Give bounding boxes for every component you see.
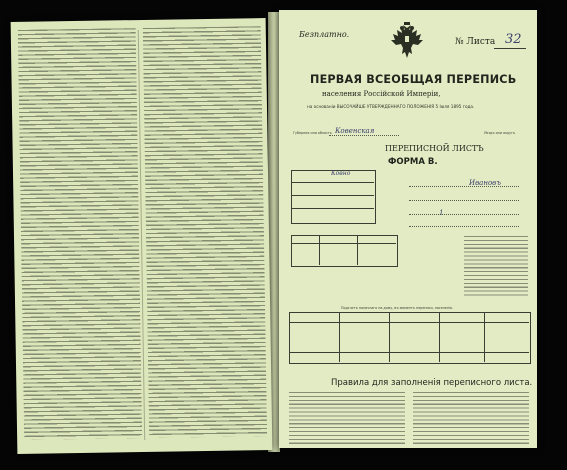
census-subtitle: населения Россійской Имперіи, (322, 90, 441, 98)
count-table-col-4 (484, 312, 485, 362)
form-title: ПЕРЕПИСНОЙ ЛИСТЪ (385, 144, 484, 153)
sheet-number-underline (494, 48, 526, 49)
count-table-row-2 (289, 352, 529, 353)
census-basis-line: на основаніи ВЫСОЧАЙШЕ УТВЕРЖДЕННАГО ПОЛОЖЕНІЯ 5 Іюля 1895 года. (307, 104, 475, 109)
left-page-column-1 (18, 28, 142, 440)
sheet-field-handwritten: 1 (439, 209, 444, 217)
rules-column-2 (413, 392, 529, 444)
sheet-number-label: № Листа (455, 37, 496, 47)
province-dotted-line (329, 135, 399, 136)
location-row-line-3 (291, 208, 374, 209)
rules-column-1 (289, 392, 405, 444)
location-row-line-2 (291, 195, 374, 196)
counter-handwritten: Ковно (331, 170, 351, 177)
left-column-2-text-block (143, 26, 267, 438)
province-label: Губерния или область (293, 131, 332, 135)
rules-column-2-lines (413, 392, 529, 444)
population-count-table (289, 312, 531, 364)
note-text-lines (464, 236, 528, 298)
household-table-header-line (291, 243, 396, 244)
left-page-instructions (11, 18, 273, 454)
uezd-label: Уѣздъ или округъ (484, 131, 516, 135)
imperial-eagle-emblem-icon (389, 22, 425, 64)
census-title: ПЕРВАЯ ВСЕОБЩАЯ ПЕРЕПИСЬ (310, 73, 517, 86)
sheet-number-value: 32 (505, 32, 522, 47)
location-fields-box (291, 170, 376, 224)
household-table-col-1 (319, 235, 320, 265)
owner-dotted-line (409, 186, 519, 187)
province-handwritten: Ковенская (335, 127, 375, 135)
sheet-field-dotted-line (409, 214, 519, 215)
left-column-1-text-block (18, 28, 142, 440)
free-label: Безплатно. (299, 30, 350, 39)
owner-handwritten: Ивановъ (469, 179, 501, 187)
count-table-col-2 (389, 312, 390, 362)
owner-dotted-line-2 (409, 200, 519, 201)
form-letter: ФОРМА В. (388, 157, 438, 167)
household-table (291, 235, 398, 267)
rules-column-1-lines (289, 392, 405, 444)
sheet-field-dotted-line-2 (409, 226, 519, 227)
count-table-col-1 (339, 312, 340, 362)
count-table-row-1 (289, 322, 529, 323)
count-table-col-3 (439, 312, 440, 362)
note-text-block (464, 236, 528, 300)
left-page-column-2 (143, 26, 267, 438)
rules-title: Правила для заполненія переписного листа. (331, 378, 533, 388)
count-table-caption: Подсчетъ наличнаго на дому, въ моментъ переписи, населенія. (341, 306, 453, 310)
right-page-census-form (279, 10, 537, 448)
household-table-col-2 (357, 235, 358, 265)
location-row-line-1 (291, 182, 374, 183)
